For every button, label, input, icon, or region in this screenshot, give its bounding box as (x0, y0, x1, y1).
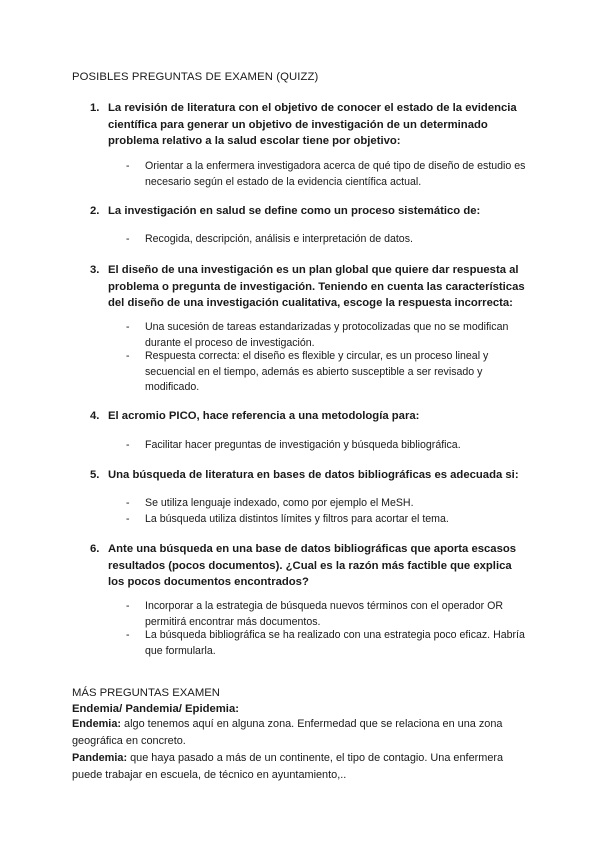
section-heading: MÁS PREGUNTAS EXAMEN (72, 687, 220, 699)
answer-5-1: - Se utiliza lenguaje indexado, como por ejemplo el MeSH. (126, 496, 526, 512)
question-number: 4. (90, 410, 100, 422)
answer-text: Se utiliza lenguaje indexado, como por ejemplo el MeSH. (145, 497, 414, 509)
answer-text: Orientar a la enfermera investigadora acerca de qué tipo de diseño de estudio es necesario según el estado de la evidencia científica actual. (145, 160, 526, 188)
question-text: El diseño de una investigación es un plan global que quiere dar respuesta al problema o pregunta de investigación. Teniendo en cuenta las características del diseño de una investigación cualitativa, escoge la respuesta incorrecta: (108, 264, 525, 309)
answer-3-1: - Una sucesión de tareas estandarizadas y protocolizadas que no se modifican durante el proceso de investigación. (126, 320, 526, 351)
question-number: 6. (90, 543, 100, 555)
answer-2-1: - Recogida, descripción, análisis e interpretación de datos. (126, 232, 526, 248)
endemia-term: Endemia: (72, 718, 122, 730)
question-6 (90, 541, 530, 591)
question-2 (90, 203, 530, 220)
answer-6-2: - La búsqueda bibliográfica se ha realizado con una estrategia poco eficaz. Habría que formularla. (126, 628, 526, 659)
answer-5-2: - La búsqueda utiliza distintos límites y filtros para acortar el tema. (126, 512, 526, 528)
answer-text: La búsqueda utiliza distintos límites y filtros para acortar el tema. (145, 513, 449, 525)
question-text: La investigación en salud se define como un proceso sistemático de: (108, 205, 481, 217)
question-number: 3. (90, 264, 100, 276)
question-text: El acromio PICO, hace referencia a una metodología para: (108, 410, 420, 422)
endemia-definition (72, 716, 532, 750)
answer-text: Recogida, descripción, análisis e interpretación de datos. (145, 233, 413, 245)
answer-6-1: - Incorporar a la estrategia de búsqueda nuevos términos con el operador OR permitirá encontrar más documentos. (126, 599, 526, 630)
pandemia-text: que haya pasado a más de un continente, el tipo de contagio. Una enfermera puede trabajar en escuela, de técnico en ayuntamiento,.. (72, 752, 504, 781)
answer-text: Respuesta correcta: el diseño es flexible y circular, es un proceso lineal y secuencial en el tiempo, además es abierto susceptible a ser revisado y modificado. (145, 350, 489, 393)
answer-text: La búsqueda bibliográfica se ha realizado con una estrategia poco eficaz. Habría que formularla. (145, 629, 525, 657)
question-1 (90, 100, 530, 150)
section-subheading: Endemia/ Pandemia/ Epidemia: (72, 703, 239, 715)
question-text: Una búsqueda de literatura en bases de datos bibliográficas es adecuada si: (108, 469, 519, 481)
pandemia-definition (72, 750, 532, 784)
question-number: 5. (90, 469, 100, 481)
question-5 (90, 467, 530, 484)
question-4 (90, 408, 530, 425)
answer-1-1: - Orientar a la enfermera investigadora acerca de qué tipo de diseño de estudio es necesario según el estado de la evidencia científica actual. (126, 159, 526, 190)
endemia-text: algo tenemos aquí en alguna zona. Enfermedad que se relaciona en una zona geográfica en concreto. (72, 718, 503, 747)
question-text: La revisión de literatura con el objetivo de conocer el estado de la evidencia científica para generar un objetivo de investigación de un determinado problema relativo a la salud escolar tiene por objetivo: (108, 102, 517, 147)
pandemia-term: Pandemia: (72, 752, 128, 764)
question-3 (90, 262, 530, 312)
page-title: POSIBLES PREGUNTAS DE EXAMEN (QUIZZ) (72, 71, 319, 83)
answer-4-1: - Facilitar hacer preguntas de investigación y búsqueda bibliográfica. (126, 438, 526, 454)
answer-text: Incorporar a la estrategia de búsqueda nuevos términos con el operador OR permitirá encontrar más documentos. (145, 600, 504, 628)
answer-3-2: - Respuesta correcta: el diseño es flexible y circular, es un proceso lineal y secuencial en el tiempo, además es abierto susceptible a ser revisado y modificado. (126, 349, 526, 396)
answer-text: Facilitar hacer preguntas de investigación y búsqueda bibliográfica. (145, 439, 461, 451)
question-text: Ante una búsqueda en una base de datos bibliográficas que aporta escasos resultados (pocos documentos). ¿Cual es la razón más factible que explica los pocos documentos encontrados? (108, 543, 517, 588)
question-number: 1. (90, 102, 100, 114)
answer-text: Una sucesión de tareas estandarizadas y protocolizadas que no se modifican durante el proceso de investigación. (145, 321, 509, 349)
question-number: 2. (90, 205, 100, 217)
